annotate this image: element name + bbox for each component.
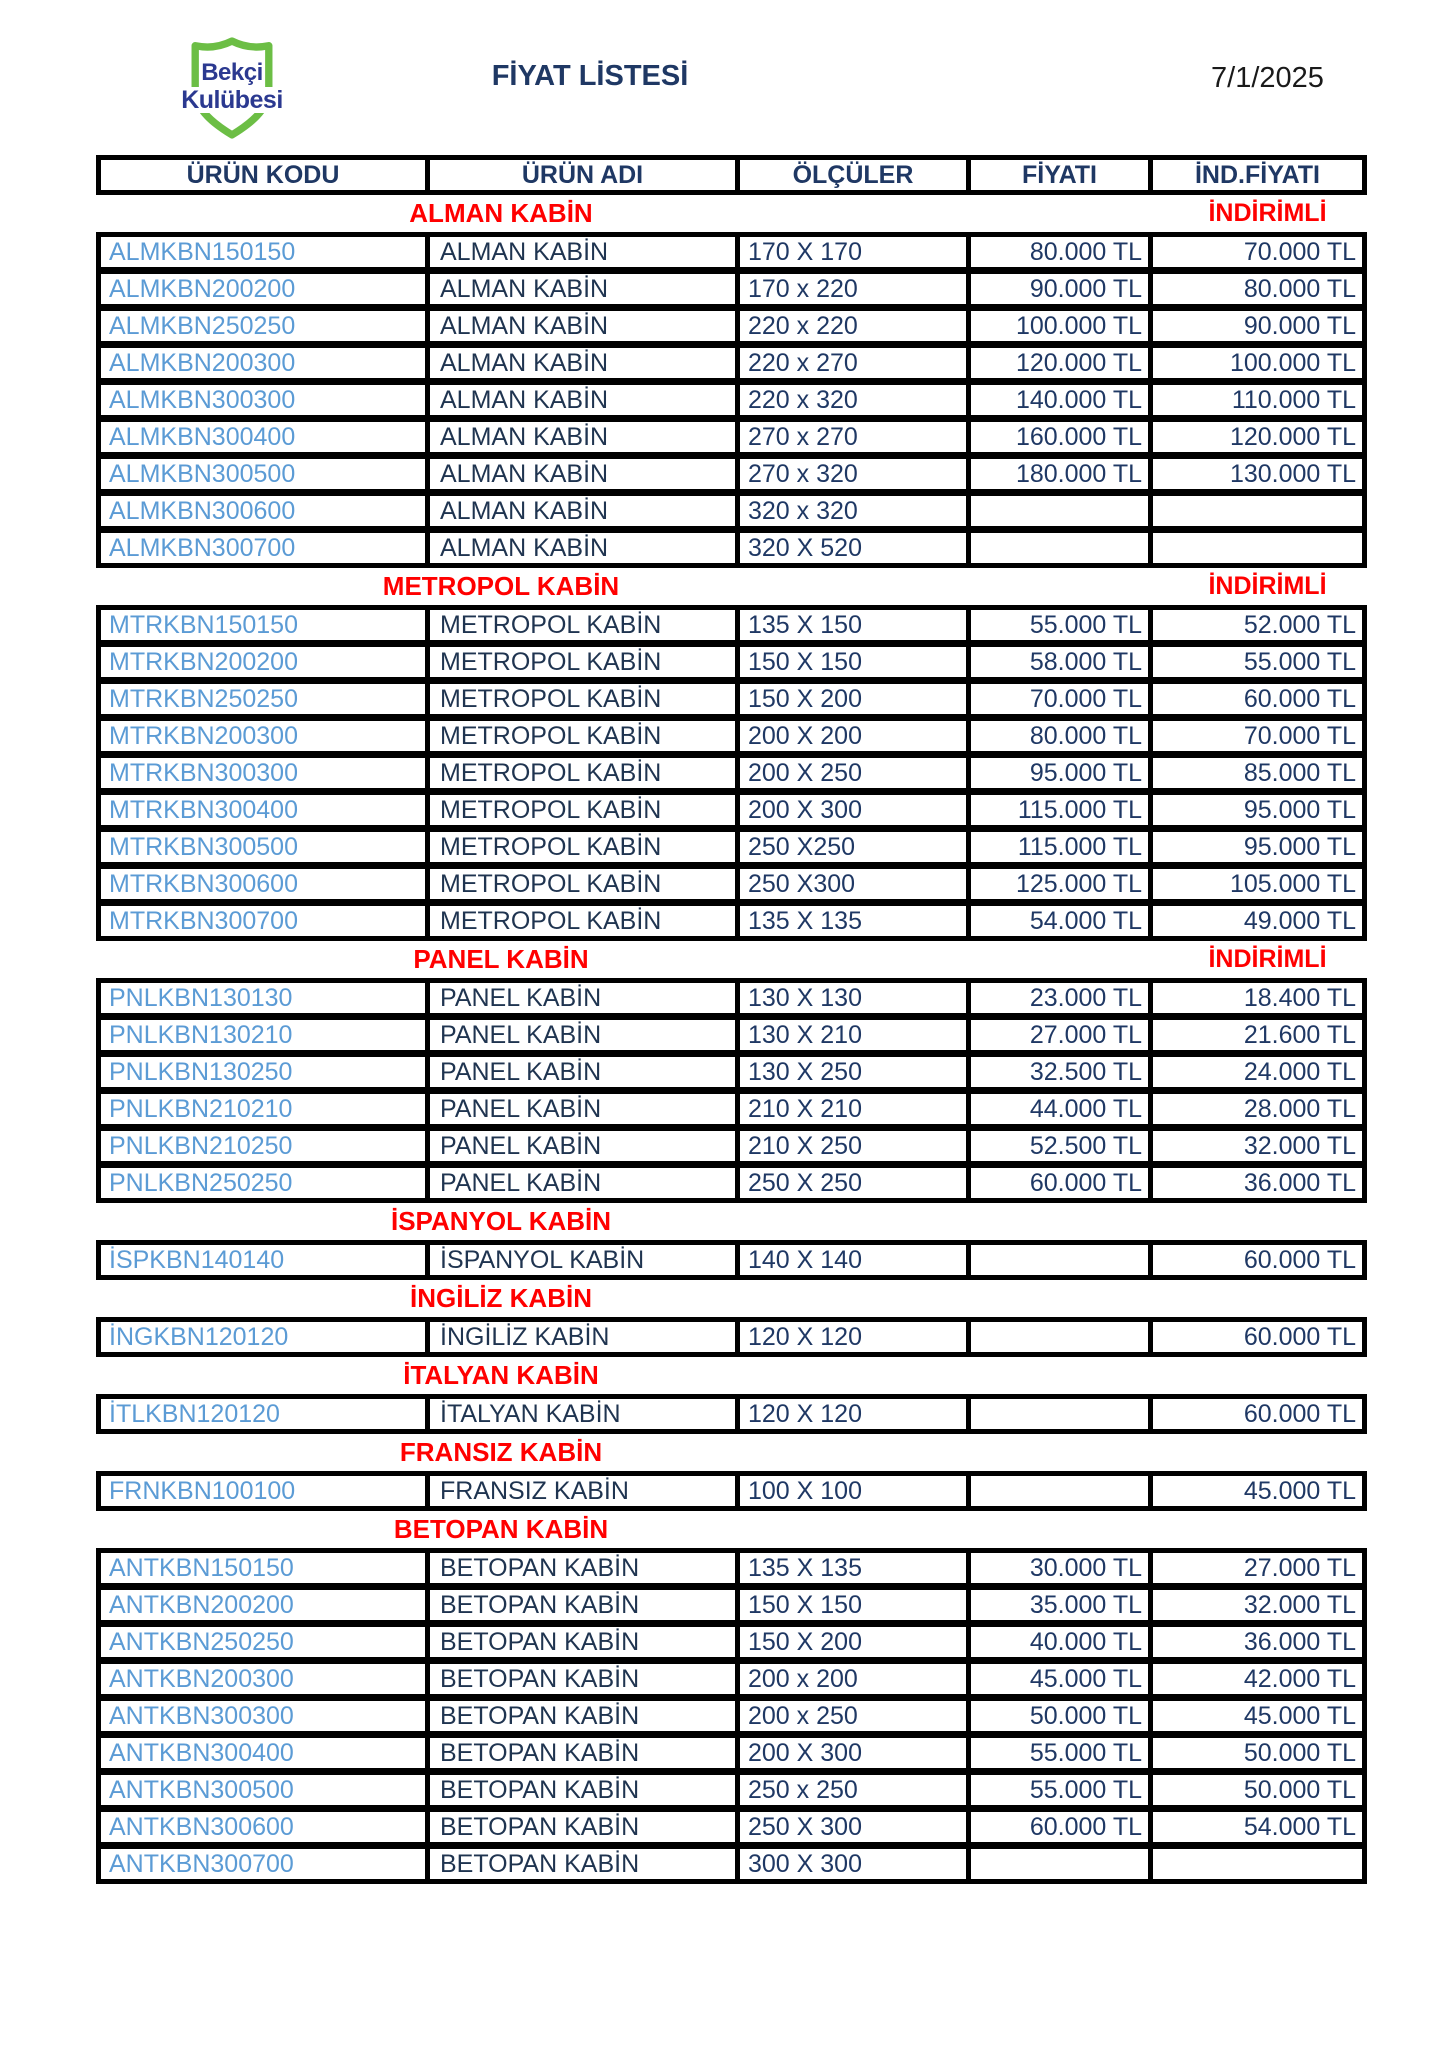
product-code-cell: ALMKBN200300 (101, 348, 430, 378)
section-title: İTALYAN KABİN (403, 1360, 599, 1390)
discount-price-cell: 95.000 TL (1243, 833, 1356, 861)
product-name-cell: ALMAN KABİN (430, 496, 740, 526)
section-header-row (96, 941, 1367, 978)
discount-price-cell: 50.000 TL (1243, 1776, 1356, 1804)
discount-price-cell: 50.000 TL (1243, 1739, 1356, 1767)
product-code-cell: ALMKBN300400 (101, 422, 430, 452)
price-cell: 52.500 TL (971, 1131, 1153, 1161)
price-cell: 95.000 TL (971, 758, 1153, 788)
table-row (96, 1770, 1367, 1810)
discount-label: İNDİRİMLİ (1208, 572, 1327, 600)
size-cell: 270 x 270 (740, 422, 971, 452)
table-section (96, 1511, 1367, 1884)
table-row (96, 528, 1367, 568)
product-code-cell: ALMKBN300300 (101, 385, 430, 415)
product-code-cell: ALMKBN300700 (101, 533, 430, 563)
size-cell: 135 X 150 (740, 610, 971, 640)
product-name-cell: İNGİLİZ KABİN (430, 1322, 740, 1352)
size-cell: 150 X 150 (740, 647, 971, 677)
discount-price-cell: 60.000 TL (1243, 1400, 1356, 1428)
discount-price-cell: 60.000 TL (1243, 1246, 1356, 1274)
table-row (96, 790, 1367, 830)
size-cell: 210 X 210 (740, 1094, 971, 1124)
size-cell: 250 X 250 (740, 1168, 971, 1198)
price-cell: 40.000 TL (971, 1627, 1153, 1657)
product-name-cell: ALMAN KABİN (430, 311, 740, 341)
price-cell: 90.000 TL (971, 274, 1153, 304)
product-name-cell: METROPOL KABİN (430, 610, 740, 640)
size-cell: 250 x 250 (740, 1775, 971, 1805)
size-cell: 200 x 200 (740, 1664, 971, 1694)
discount-price-cell: 60.000 TL (1243, 1323, 1356, 1351)
product-code-cell: MTRKBN300700 (101, 906, 430, 936)
table-row (96, 1733, 1367, 1773)
table-section (96, 195, 1367, 568)
table-section (96, 941, 1367, 1203)
table-row (96, 679, 1367, 719)
size-cell: 120 X 120 (740, 1399, 971, 1429)
table-header-row (96, 155, 1367, 195)
column-header-product-name: ÜRÜN ADI (430, 160, 740, 190)
section-title: BETOPAN KABİN (393, 1514, 609, 1544)
product-name-cell: ALMAN KABİN (430, 533, 740, 563)
product-code-cell: ALMKBN200200 (101, 274, 430, 304)
price-cell (971, 533, 1153, 563)
price-cell: 100.000 TL (971, 311, 1153, 341)
size-cell: 150 X 150 (740, 1590, 971, 1620)
product-code-cell: ANTKBN300500 (101, 1775, 430, 1805)
price-cell: 70.000 TL (971, 684, 1153, 714)
table-row (96, 343, 1367, 383)
product-code-cell: ANTKBN300700 (101, 1849, 430, 1879)
product-code-cell: MTRKBN150150 (101, 610, 430, 640)
product-code-cell: ANTKBN200200 (101, 1590, 430, 1620)
section-title: İNGİLİZ KABİN (410, 1283, 592, 1313)
price-cell (971, 1322, 1153, 1352)
discount-price-cell: 42.000 TL (1243, 1665, 1356, 1693)
size-cell: 210 X 250 (740, 1131, 971, 1161)
price-table (96, 155, 1367, 1884)
discount-price-cell: 130.000 TL (1229, 460, 1356, 488)
price-cell: 125.000 TL (971, 869, 1153, 899)
price-cell: 160.000 TL (971, 422, 1153, 452)
product-code-cell: PNLKBN130130 (101, 983, 430, 1013)
table-section (96, 1280, 1367, 1357)
table-section (96, 1203, 1367, 1280)
size-cell: 130 X 130 (740, 983, 971, 1013)
product-code-cell: ALMKBN150150 (101, 237, 430, 267)
price-cell: 60.000 TL (971, 1812, 1153, 1842)
size-cell: 250 X250 (740, 832, 971, 862)
product-name-cell: FRANSIZ KABİN (430, 1476, 740, 1506)
table-section (96, 1434, 1367, 1511)
price-cell (971, 1245, 1153, 1275)
product-code-cell: ALMKBN250250 (101, 311, 430, 341)
discount-price-cell: 60.000 TL (1243, 685, 1356, 713)
table-row (96, 380, 1367, 420)
discount-price-cell: 80.000 TL (1243, 275, 1356, 303)
size-cell: 200 X 300 (740, 795, 971, 825)
product-code-cell: ANTKBN150150 (101, 1553, 430, 1583)
product-name-cell: BETOPAN KABİN (430, 1812, 740, 1842)
price-cell: 58.000 TL (971, 647, 1153, 677)
product-name-cell: METROPOL KABİN (430, 832, 740, 862)
table-row (96, 1015, 1367, 1055)
table-row (96, 1659, 1367, 1699)
price-cell: 115.000 TL (971, 832, 1153, 862)
product-name-cell: METROPOL KABİN (430, 869, 740, 899)
product-name-cell: BETOPAN KABİN (430, 1627, 740, 1657)
product-code-cell: MTRKBN250250 (101, 684, 430, 714)
size-cell: 170 x 220 (740, 274, 971, 304)
price-cell: 60.000 TL (971, 1168, 1153, 1198)
table-row (96, 827, 1367, 867)
product-name-cell: ALMAN KABİN (430, 385, 740, 415)
product-name-cell: METROPOL KABİN (430, 795, 740, 825)
price-cell: 115.000 TL (971, 795, 1153, 825)
section-header-row (96, 1357, 1367, 1394)
product-name-cell: BETOPAN KABİN (430, 1664, 740, 1694)
column-header-product-code: ÜRÜN KODU (101, 160, 430, 190)
discount-price-cell (1153, 496, 1362, 526)
size-cell: 130 X 250 (740, 1057, 971, 1087)
price-cell (971, 496, 1153, 526)
product-name-cell: İTALYAN KABİN (430, 1399, 740, 1429)
product-code-cell: ALMKBN300500 (101, 459, 430, 489)
logo-text (172, 60, 292, 117)
product-name-cell: ALMAN KABİN (430, 274, 740, 304)
discount-price-cell: 49.000 TL (1243, 907, 1356, 935)
table-row (96, 1844, 1367, 1884)
product-code-cell: ANTKBN200300 (101, 1664, 430, 1694)
product-name-cell: BETOPAN KABİN (430, 1849, 740, 1879)
size-cell: 100 X 100 (740, 1476, 971, 1506)
discount-price-cell: 24.000 TL (1243, 1058, 1356, 1086)
discount-price-cell: 95.000 TL (1243, 796, 1356, 824)
section-title: ALMAN KABİN (409, 198, 593, 228)
product-name-cell: ALMAN KABİN (430, 348, 740, 378)
table-row (96, 417, 1367, 457)
column-header-sizes: ÖLÇÜLER (740, 160, 971, 190)
table-row (96, 978, 1367, 1018)
table-row (96, 864, 1367, 904)
discount-price-cell: 54.000 TL (1243, 1813, 1356, 1841)
product-name-cell: METROPOL KABİN (430, 758, 740, 788)
product-code-cell: İTLKBN120120 (101, 1399, 430, 1429)
table-row (96, 753, 1367, 793)
size-cell: 300 X 300 (740, 1849, 971, 1879)
product-code-cell: ANTKBN300400 (101, 1738, 430, 1768)
product-name-cell: BETOPAN KABİN (430, 1553, 740, 1583)
size-cell: 200 x 250 (740, 1701, 971, 1731)
section-rows (96, 1471, 1367, 1511)
discount-price-cell: 18.400 TL (1243, 984, 1356, 1012)
section-title: PANEL KABİN (413, 944, 589, 974)
price-cell: 23.000 TL (971, 983, 1153, 1013)
size-cell: 200 X 300 (740, 1738, 971, 1768)
price-cell: 180.000 TL (971, 459, 1153, 489)
section-title: METROPOL KABİN (382, 571, 620, 601)
price-cell: 27.000 TL (971, 1020, 1153, 1050)
product-name-cell: PANEL KABİN (430, 1131, 740, 1161)
discount-label: İNDİRİMLİ (1208, 199, 1327, 227)
table-row (96, 1163, 1367, 1203)
discount-price-cell: 32.000 TL (1243, 1591, 1356, 1619)
table-row (96, 1317, 1367, 1357)
table-row (96, 1622, 1367, 1662)
product-name-cell: ALMAN KABİN (430, 237, 740, 267)
product-name-cell: ALMAN KABİN (430, 422, 740, 452)
product-name-cell: İSPANYOL KABİN (430, 1245, 740, 1275)
price-cell: 55.000 TL (971, 1738, 1153, 1768)
discount-price-cell: 90.000 TL (1243, 312, 1356, 340)
page-title: FİYAT LİSTESİ (491, 60, 689, 92)
price-cell: 55.000 TL (971, 610, 1153, 640)
discount-price-cell: 36.000 TL (1243, 1628, 1356, 1656)
section-rows (96, 1548, 1367, 1884)
product-code-cell: MTRKBN200200 (101, 647, 430, 677)
product-code-cell: PNLKBN210210 (101, 1094, 430, 1124)
logo-line2: Kulübesi (181, 86, 283, 114)
column-header-price: FİYATI (971, 160, 1153, 190)
product-code-cell: ANTKBN300600 (101, 1812, 430, 1842)
discount-price-cell: 27.000 TL (1243, 1554, 1356, 1582)
size-cell: 250 X300 (740, 869, 971, 899)
price-cell: 50.000 TL (971, 1701, 1153, 1731)
size-cell: 220 x 220 (740, 311, 971, 341)
product-name-cell: PANEL KABİN (430, 1020, 740, 1050)
product-code-cell: PNLKBN250250 (101, 1168, 430, 1198)
discount-price-cell (1153, 533, 1362, 563)
table-row (96, 1807, 1367, 1847)
product-code-cell: FRNKBN100100 (101, 1476, 430, 1506)
product-code-cell: ANTKBN300300 (101, 1701, 430, 1731)
price-cell: 35.000 TL (971, 1590, 1153, 1620)
product-name-cell: PANEL KABİN (430, 1094, 740, 1124)
product-name-cell: ALMAN KABİN (430, 459, 740, 489)
section-header-row (96, 1434, 1367, 1471)
discount-price-cell: 55.000 TL (1243, 648, 1356, 676)
product-name-cell: BETOPAN KABİN (430, 1701, 740, 1731)
product-name-cell: PANEL KABİN (430, 1168, 740, 1198)
table-row (96, 1696, 1367, 1736)
discount-price-cell: 52.000 TL (1243, 611, 1356, 639)
discount-price-cell (1153, 1849, 1362, 1879)
size-cell: 320 X 520 (740, 533, 971, 563)
size-cell: 135 X 135 (740, 906, 971, 936)
table-section (96, 568, 1367, 941)
table-row (96, 901, 1367, 941)
table-body (96, 195, 1367, 1884)
table-row (96, 605, 1367, 645)
table-section (96, 1357, 1367, 1434)
size-cell: 270 x 320 (740, 459, 971, 489)
price-cell: 80.000 TL (971, 237, 1153, 267)
product-code-cell: ANTKBN250250 (101, 1627, 430, 1657)
section-header-row (96, 1203, 1367, 1240)
section-rows (96, 232, 1367, 568)
price-cell: 140.000 TL (971, 385, 1153, 415)
size-cell: 170 X 170 (740, 237, 971, 267)
section-title: FRANSIZ KABİN (399, 1437, 603, 1467)
section-header-row (96, 195, 1367, 232)
size-cell: 150 X 200 (740, 1627, 971, 1657)
table-row (96, 716, 1367, 756)
size-cell: 200 X 250 (740, 758, 971, 788)
column-header-discount-price: İND.FİYATI (1194, 161, 1320, 189)
discount-price-cell: 105.000 TL (1229, 870, 1356, 898)
table-row (96, 232, 1367, 272)
price-cell: 55.000 TL (971, 1775, 1153, 1805)
size-cell: 120 X 120 (740, 1322, 971, 1352)
table-row (96, 1585, 1367, 1625)
product-name-cell: METROPOL KABİN (430, 684, 740, 714)
product-name-cell: METROPOL KABİN (430, 906, 740, 936)
discount-price-cell: 45.000 TL (1243, 1702, 1356, 1730)
section-rows (96, 605, 1367, 941)
size-cell: 140 X 140 (740, 1245, 971, 1275)
section-header-row (96, 1511, 1367, 1548)
section-rows (96, 978, 1367, 1203)
product-code-cell: İNGKBN120120 (101, 1322, 430, 1352)
table-row (96, 1089, 1367, 1129)
table-row (96, 306, 1367, 346)
logo-line1: Bekçi (201, 59, 263, 86)
size-cell: 250 X 300 (740, 1812, 971, 1842)
discount-price-cell: 70.000 TL (1243, 722, 1356, 750)
section-header-row (96, 568, 1367, 605)
table-row (96, 1052, 1367, 1092)
product-code-cell: MTRKBN300500 (101, 832, 430, 862)
section-title: İSPANYOL KABİN (390, 1206, 612, 1236)
table-row (96, 1394, 1367, 1434)
price-cell (971, 1849, 1153, 1879)
table-row (96, 454, 1367, 494)
table-row (96, 1126, 1367, 1166)
section-rows (96, 1317, 1367, 1357)
section-rows (96, 1240, 1367, 1280)
section-header-row (96, 1280, 1367, 1317)
product-name-cell: PANEL KABİN (430, 983, 740, 1013)
product-code-cell: PNLKBN130210 (101, 1020, 430, 1050)
product-name-cell: PANEL KABİN (430, 1057, 740, 1087)
price-cell (971, 1476, 1153, 1506)
discount-price-cell: 36.000 TL (1243, 1169, 1356, 1197)
discount-price-cell: 110.000 TL (1231, 386, 1356, 414)
product-code-cell: MTRKBN300600 (101, 869, 430, 899)
price-cell: 44.000 TL (971, 1094, 1153, 1124)
section-rows (96, 1394, 1367, 1434)
price-cell (971, 1399, 1153, 1429)
table-row (96, 269, 1367, 309)
product-name-cell: METROPOL KABİN (430, 647, 740, 677)
table-row (96, 1548, 1367, 1588)
product-code-cell: MTRKBN200300 (101, 721, 430, 751)
product-code-cell: MTRKBN300400 (101, 795, 430, 825)
product-code-cell: İSPKBN140140 (101, 1245, 430, 1275)
product-code-cell: PNLKBN130250 (101, 1057, 430, 1087)
size-cell: 220 x 320 (740, 385, 971, 415)
price-cell: 30.000 TL (971, 1553, 1153, 1583)
size-cell: 220 x 270 (740, 348, 971, 378)
discount-price-cell: 21.600 TL (1243, 1021, 1356, 1049)
product-code-cell: PNLKBN210250 (101, 1131, 430, 1161)
product-name-cell: BETOPAN KABİN (430, 1590, 740, 1620)
price-cell: 54.000 TL (971, 906, 1153, 936)
size-cell: 130 X 210 (740, 1020, 971, 1050)
size-cell: 200 X 200 (740, 721, 971, 751)
discount-price-cell: 28.000 TL (1243, 1095, 1356, 1123)
price-cell: 80.000 TL (971, 721, 1153, 751)
product-code-cell: MTRKBN300300 (101, 758, 430, 788)
discount-price-cell: 32.000 TL (1243, 1132, 1356, 1160)
size-cell: 320 x 320 (740, 496, 971, 526)
product-code-cell: ALMKBN300600 (101, 496, 430, 526)
discount-price-cell: 120.000 TL (1229, 423, 1356, 451)
product-name-cell: BETOPAN KABİN (430, 1775, 740, 1805)
price-cell: 32.500 TL (971, 1057, 1153, 1087)
discount-price-cell: 70.000 TL (1243, 238, 1356, 266)
table-row (96, 642, 1367, 682)
discount-price-cell: 45.000 TL (1243, 1477, 1356, 1505)
product-name-cell: BETOPAN KABİN (430, 1738, 740, 1768)
price-cell: 120.000 TL (971, 348, 1153, 378)
discount-label: İNDİRİMLİ (1208, 945, 1327, 973)
document-date: 7/1/2025 (1211, 62, 1324, 94)
product-name-cell: METROPOL KABİN (430, 721, 740, 751)
size-cell: 150 X 200 (740, 684, 971, 714)
size-cell: 135 X 135 (740, 1553, 971, 1583)
discount-price-cell: 100.000 TL (1229, 349, 1356, 377)
table-row (96, 491, 1367, 531)
table-row (96, 1240, 1367, 1280)
price-cell: 45.000 TL (971, 1664, 1153, 1694)
discount-price-cell: 85.000 TL (1243, 759, 1356, 787)
logo (172, 34, 292, 138)
table-row (96, 1471, 1367, 1511)
